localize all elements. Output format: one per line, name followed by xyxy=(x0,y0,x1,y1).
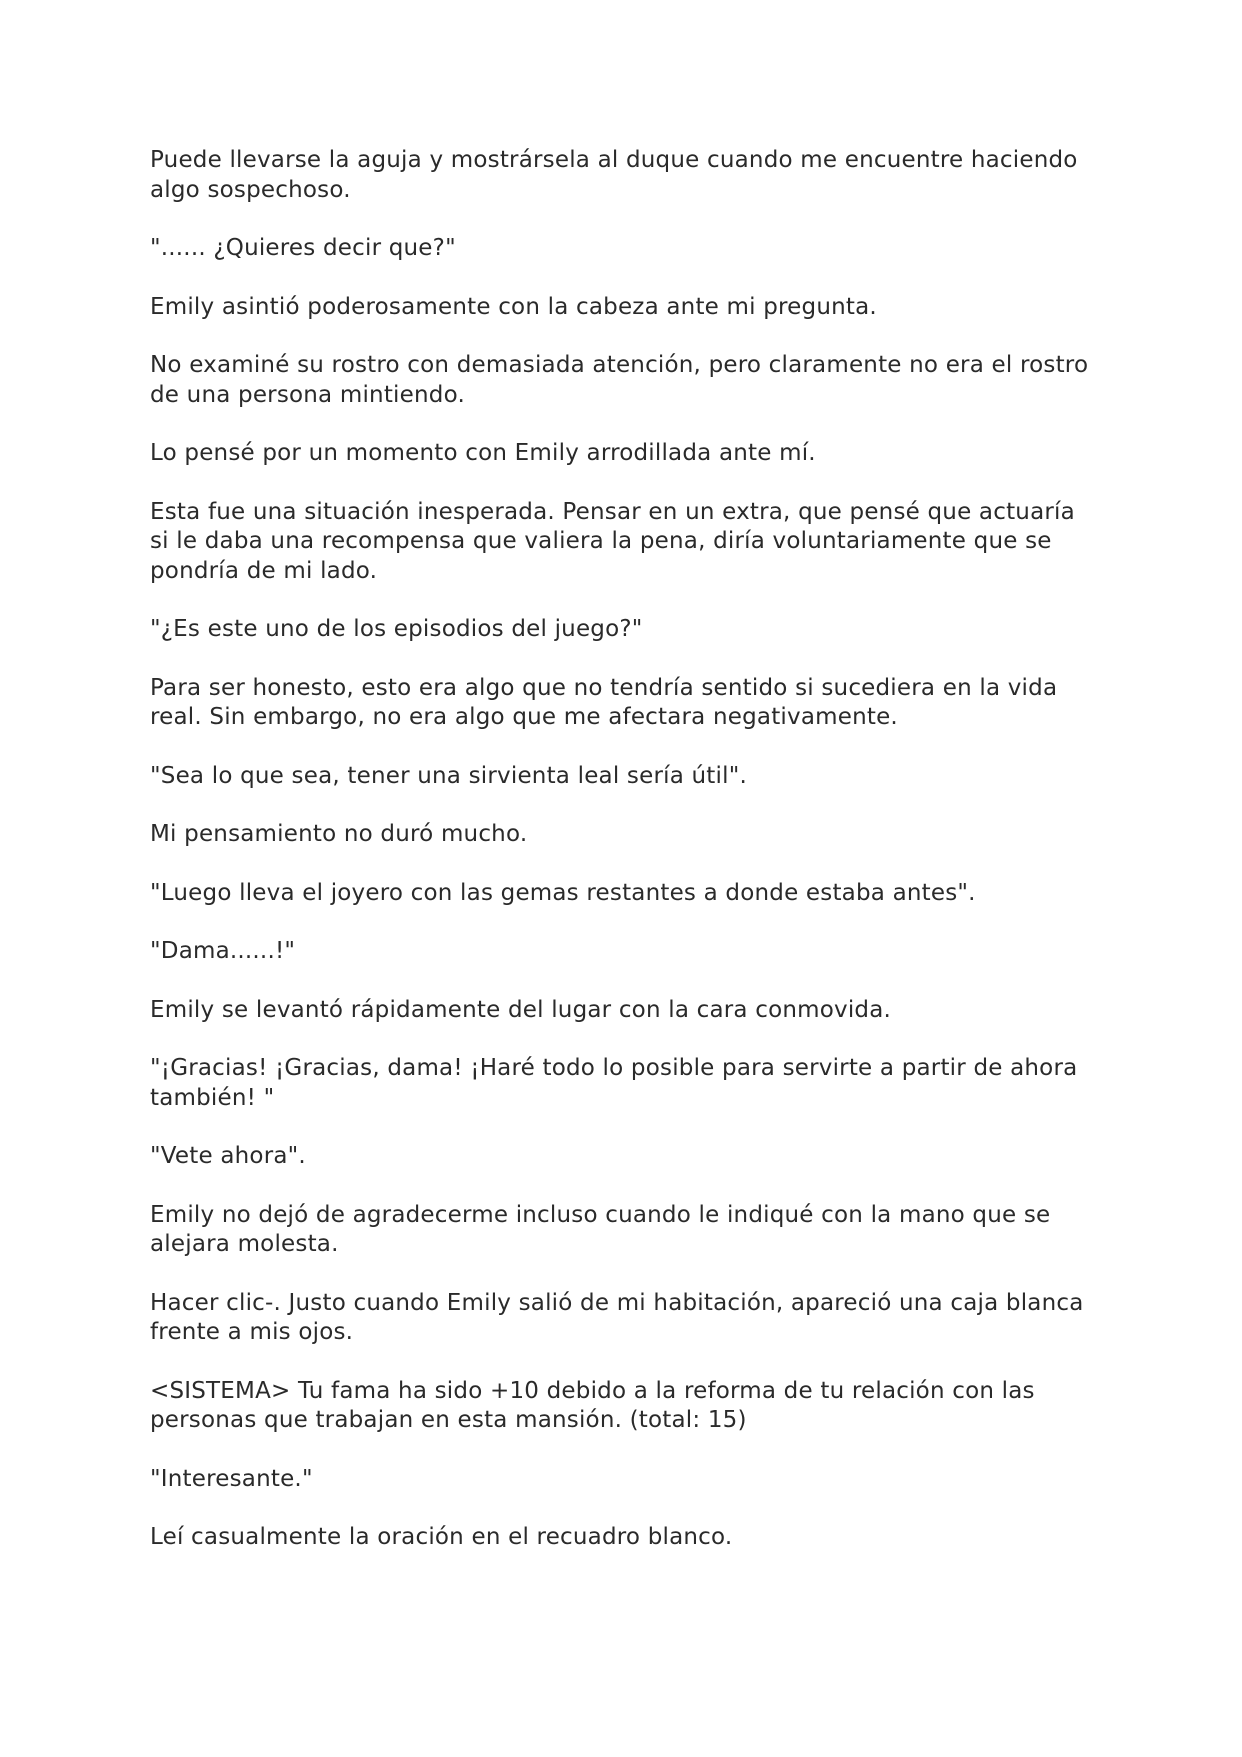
paragraph: Emily se levantó rápidamente del lugar con la cara conmovida. xyxy=(150,996,892,1023)
paragraph: "¡Gracias! ¡Gracias, dama! ¡Haré todo lo posible para servirte a partir de ahora también! " xyxy=(150,1055,1078,1111)
paragraph: "Dama......!" xyxy=(150,938,296,964)
paragraph: Hacer clic-. Justo cuando Emily salió de mi habitación, apareció una caja blanca frente a mis ojos. xyxy=(150,1289,1084,1345)
paragraph: Esta fue una situación inesperada. Pensar en un extra, que pensé que actuaría si le daba una recompensa que valiera la pena, diría voluntariamente que se pondría de mi lado. xyxy=(150,498,1075,584)
system-message-paragraph: <SISTEMA> Tu fama ha sido +10 debido a la reforma de tu relación con las personas que trabajan en esta mansión. (total: 15) xyxy=(150,1377,1035,1433)
paragraph: "...... ¿Quieres decir que?" xyxy=(150,235,456,261)
paragraph: "Vete ahora". xyxy=(150,1143,306,1169)
paragraph: Emily no dejó de agradecerme incluso cuando le indiqué con la mano que se alejara molesta. xyxy=(150,1201,1051,1257)
paragraph: No examiné su rostro con demasiada atención, pero claramente no era el rostro de una persona mintiendo. xyxy=(150,352,1089,408)
paragraph: "Sea lo que sea, tener una sirvienta leal sería útil". xyxy=(150,762,747,789)
paragraph: Para ser honesto, esto era algo que no tendría sentido si sucediera en la vida real. Sin embargo, no era algo que me afectara negativamente. xyxy=(150,674,1058,730)
paragraph: Emily asintió poderosamente con la cabeza ante mi pregunta. xyxy=(150,293,877,320)
paragraph: Leí casualmente la oración en el recuadro blanco. xyxy=(150,1524,733,1550)
paragraph: "¿Es este uno de los episodios del juego?" xyxy=(150,616,643,642)
paragraph: "Interesante." xyxy=(150,1465,313,1492)
paragraph: "Luego lleva el joyero con las gemas restantes a donde estaba antes". xyxy=(150,879,976,906)
paragraph: Lo pensé por un momento con Emily arrodillada ante mí. xyxy=(150,440,816,466)
paragraph: Mi pensamiento no duró mucho. xyxy=(150,821,528,847)
paragraph: Puede llevarse la aguja y mostrársela al duque cuando me encuentre haciendo algo sospechoso. xyxy=(150,147,1078,203)
document-body xyxy=(150,146,1100,1582)
